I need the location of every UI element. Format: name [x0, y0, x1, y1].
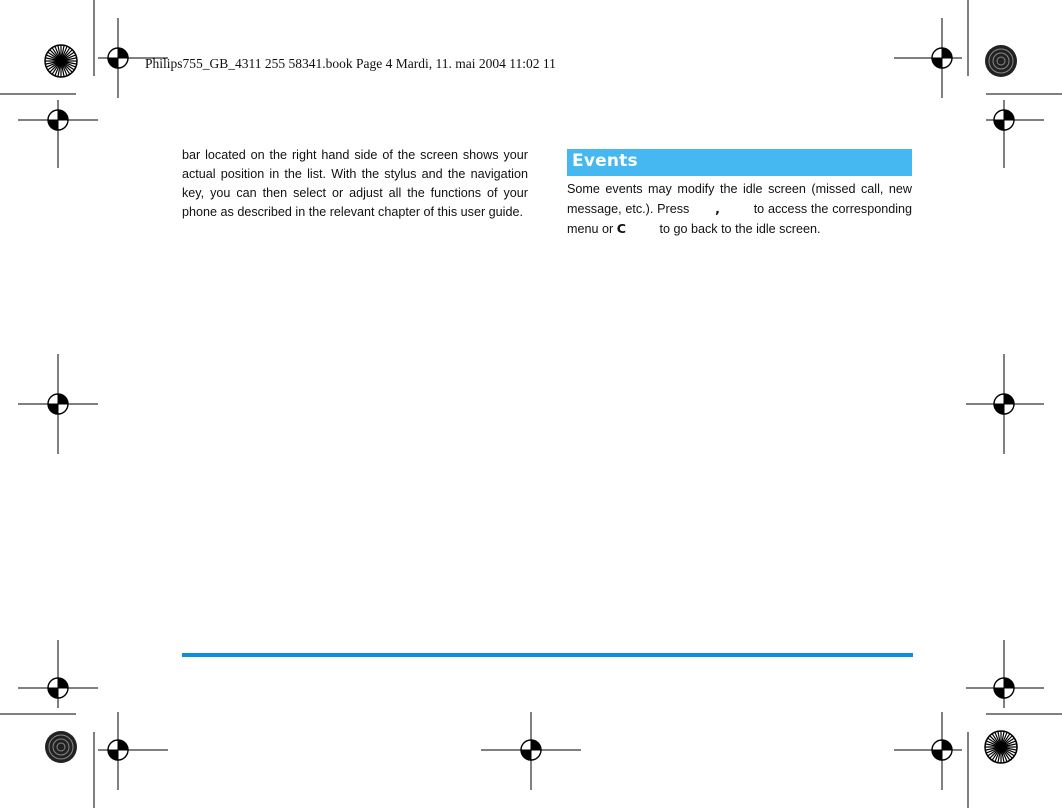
left-column-paragraph: bar located on the right hand side of the screen shows your actual position in the list. With the stylus and the navigation key, you can then select or adjust all the functions of your phone as described in the relevant chapter of this user guide.: [182, 148, 528, 219]
book-info-header: Philips755_GB_4311 255 58341.book Page 4 Mardi, 11. mai 2004 11:02 11: [145, 56, 556, 71]
events-text-middle: to access the corresponding menu or: [567, 202, 913, 236]
events-section-title: Events: [572, 151, 638, 171]
comma-key-icon: ,: [715, 201, 720, 216]
footer-rule: [182, 653, 913, 657]
events-section-header: [567, 149, 912, 176]
events-text-after: to go back to the idle screen.: [659, 222, 821, 236]
c-key-icon: C: [616, 221, 626, 236]
events-paragraph: [567, 180, 912, 239]
events-text-before-keys: Some events may modify the idle screen (missed call, new message, etc.). Press: [567, 182, 912, 216]
